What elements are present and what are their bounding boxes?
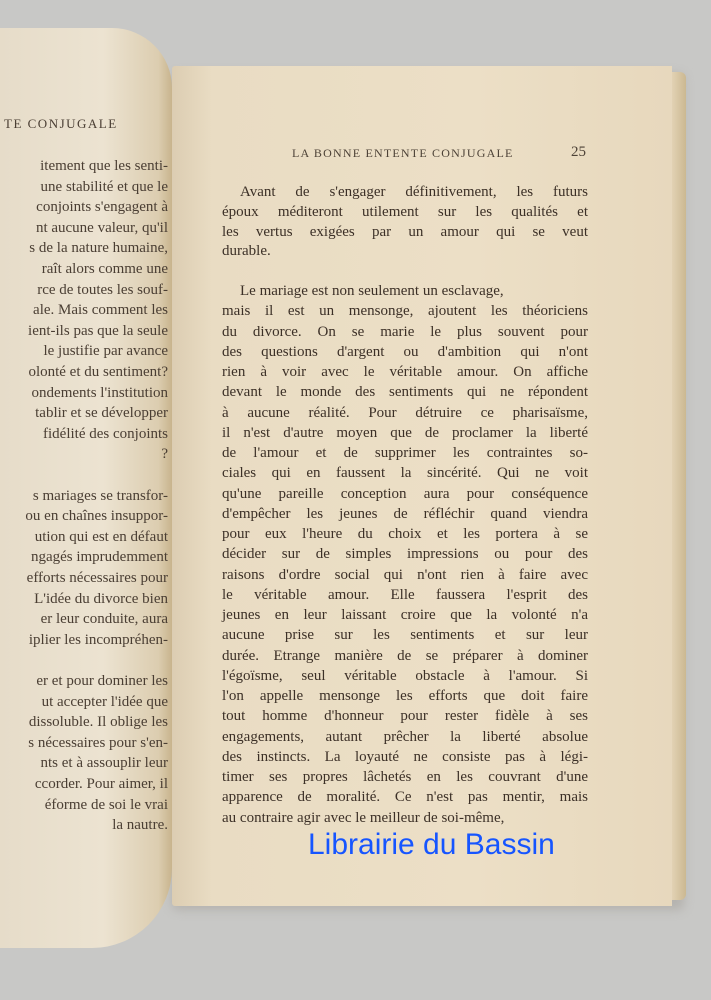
text-line: fidélité des conjoints (43, 425, 168, 442)
left-page (0, 28, 172, 948)
text-line: apparence de moralité. Ce n'est pas mentir, mais (222, 789, 588, 806)
text-line: engagements, autant prêcher la liberté absolue (222, 728, 588, 745)
text-line: iplier les incompréhen- (28, 631, 168, 648)
text-line: décider sur de simples impressions ou pour des (222, 546, 588, 563)
text-line: conjoints s'engagent à (36, 199, 168, 216)
text-line: au contraire agir avec le meilleur de soi-même, (222, 809, 505, 826)
text-line: s mariages se transfor- (32, 487, 168, 504)
text-line: ? (161, 446, 168, 463)
text-line: il n'est d'autre moyen que de proclamer la liberté (222, 424, 588, 441)
text-line: le véritable amour. Elle faussera l'esprit des (222, 586, 588, 603)
text-line: olonté et du sentiment? (28, 364, 168, 380)
text-line: des questions d'argent ou d'ambition qui n'ont (222, 343, 588, 360)
text-line: ccorder. Pour aimer, il (34, 776, 168, 792)
text-line: ut accepter l'idée que (41, 693, 168, 710)
text-line: d'empêcher les jeunes de réfléchir quand viendra (222, 505, 588, 522)
text-line: époux méditeront utilement sur les qualités et (222, 203, 588, 220)
text-line: une stabilité et que le (40, 178, 168, 195)
text-line: éforme de soi le vrai (44, 796, 168, 813)
text-line: à aucune réalité. Pour détruire ce pharisaïsme, (222, 404, 588, 421)
text-line: tablir et se développer (35, 405, 168, 422)
text-line: devant le monde des sentiments qui ne répondent (222, 384, 588, 401)
text-line: du divorce. On se marie le plus souvent pour (222, 323, 588, 340)
text-line: Avant de s'engager définitivement, les futurs (240, 184, 588, 200)
text-line: tout homme d'honneur pour rester fidèle à ses (222, 708, 588, 725)
text-line: er et pour dominer les (36, 673, 168, 689)
text-line: ient-ils pas que la seule (28, 322, 168, 339)
text-line: ou en chaînes insuppor- (25, 508, 168, 525)
text-line: ution qui est en défaut (34, 528, 168, 545)
page-edges (672, 72, 686, 900)
text-line: er leur conduite, aura (40, 611, 168, 628)
text-line: efforts nécessaires pour (26, 570, 168, 586)
running-head: LA BONNE ENTENTE CONJUGALE (292, 146, 514, 160)
text-line: Le mariage est non seulement un esclavage, (240, 283, 504, 299)
text-line: dissoluble. Il oblige les (28, 714, 168, 731)
text-line: mais il est un mensonge, ajoutent les théoriciens (222, 303, 588, 320)
text-line: les vertus exigées par un amour qui se veut (222, 223, 588, 240)
text-line: nt aucune valeur, qu'il (35, 219, 168, 236)
text-line: aucune prise sur les sentiments et sur leur (222, 627, 588, 644)
text-line: de l'amour et de supprimer les contraintes so- (222, 445, 588, 461)
text-line: le justifie par avance (43, 343, 168, 360)
text-line: s nécessaires pour s'en- (28, 734, 168, 751)
text-line: pour eux l'heure du choix et les portera à se (222, 526, 588, 542)
text-line: l'égoïsme, seul véritable obstacle à l'amour. Si (222, 667, 588, 684)
text-line: L'idée du divorce bien (34, 590, 168, 607)
text-line: la nautre. (112, 817, 168, 834)
text-line: timer ses propres lâchetés en les couvrant d'une (222, 769, 588, 785)
text-line: ondements l'institution (31, 384, 168, 401)
left-running-head: TE CONJUGALE (4, 116, 118, 131)
text-line: des instincts. La loyauté ne consiste pas à légi- (222, 748, 588, 765)
text-line: nts et à assouplir leur (40, 755, 168, 772)
text-line: s de la nature humaine, (29, 240, 168, 257)
text-line: itement que les senti- (40, 158, 168, 174)
text-line: rce de toutes les souf- (37, 281, 168, 298)
text-line: l'on appelle mensonge les efforts que doit faire (222, 688, 588, 704)
text-line: raisons d'ordre social qui n'ont rien à faire avec (222, 566, 588, 583)
text-line: ngagés imprudemment (30, 549, 168, 566)
text-line: rien à voir avec le véritable amour. On affiche (222, 364, 588, 380)
text-line: durée. Etrange manière de se préparer à dominer (222, 647, 588, 664)
text-line: ale. Mais comment les (33, 302, 168, 319)
watermark: Librairie du Bassin (308, 828, 555, 861)
text-line: ciales qui en faussent la sincérité. Qui ne voit (222, 465, 588, 482)
text-line: durable. (222, 243, 271, 260)
text-line: raît alors comme une (41, 261, 168, 277)
text-line: jeunes en leur laissant croire que la volonté n'a (222, 607, 588, 623)
text-line: qu'une pareille conception aura pour conséquence (222, 485, 588, 502)
page-number: 25 (571, 144, 586, 160)
